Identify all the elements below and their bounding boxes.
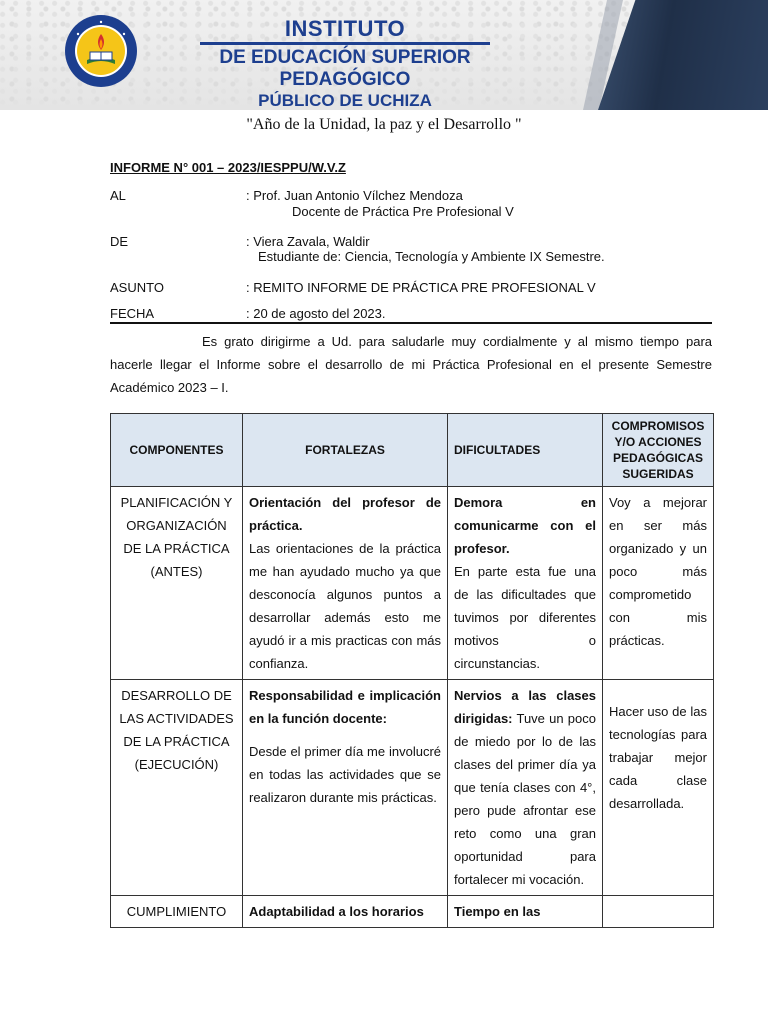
difficulty-title: Nervios a las clases dirigidas: [454,688,596,726]
cell-component: CUMPLIMIENTO [111,896,243,928]
cell-strength [243,680,448,896]
letterhead [0,0,768,110]
memo-to-value: : Prof. Juan Antonio Vílchez Mendoza [246,188,463,203]
title-line-3: PÚBLICO DE UCHIZA [258,91,432,110]
difficulty-text: Tuve un poco de miedo por lo de las clases del primer día ya que tenía clases con 4°, pero pude afrontar ese reto como una gran oportunidad para fortalecer mi vocación. [454,711,596,887]
institute-seal-icon [64,14,138,88]
cell-strength [243,487,448,680]
title-underline [200,42,490,45]
title-line-2: DE EDUCACIÓN SUPERIOR PEDAGÓGICO [219,47,471,90]
header-commitments: COMPROMISOS Y/O ACCIONES PEDAGÓGICAS SUGERIDAS [603,414,714,487]
practice-report-table [110,413,714,928]
strength-text: Desde el primer día me involucré en todas las actividades que se realizaron durante mis prácticas. [249,744,441,805]
table-row [111,680,714,896]
strength-title: Responsabilidad e implicación en la función docente: [249,688,441,726]
header-components: COMPONENTES [111,414,243,487]
table-header-row [111,414,714,487]
cell-commitment: Voy a mejorar en ser más organizado y un poco más comprometido con mis prácticas. [603,487,714,680]
cell-difficulty [448,680,603,896]
memo-to-role-text: Docente de Práctica Pre Profesional V [292,204,514,219]
memo-subject-label: ASUNTO [110,280,164,295]
strength-text: Las orientaciones de la práctica me han ayudado mucho ya que desconocía algunos puntos a desarrollar además esto me ayudó ir a mis practicas con más confianza. [249,541,441,671]
cell-component: DESARROLLO DE LAS ACTIVIDADES DE LA PRÁCTICA (EJECUCIÓN) [111,680,243,896]
cell-component: PLANIFICACIÓN Y ORGANIZACIÓN DE LA PRÁCTICA (ANTES) [111,487,243,680]
header-strengths: FORTALEZAS [243,414,448,487]
header-divider [110,322,712,324]
memo-subject-value: : REMITO INFORME DE PRÁCTICA PRE PROFESIONAL V [246,280,596,295]
report-reference: INFORME N° 001 – 2023/IESPPU/W.V.Z [110,160,346,175]
cell-strength: Adaptabilidad a los horarios [243,896,448,928]
difficulty-title: Demora en comunicarme con el profesor. [454,495,596,556]
table-row [111,487,714,680]
memo-to-label: AL [110,188,126,203]
memo-from-role-text: Estudiante de: Ciencia, Tecnología y Ambiente IX Semestre. [258,249,605,264]
table-row [111,896,714,928]
difficulty-text: En parte esta fue una de las dificultades que tuvimos por diferentes motivos o circunstancias. [454,564,596,671]
cell-difficulty [448,487,603,680]
header-difficulties: DIFICULTADES [448,414,603,487]
cell-commitment [603,896,714,928]
institute-name [160,18,530,110]
strength-title: Orientación del profesor de práctica. [249,495,441,533]
cell-commitment: Hacer uso de las tecnologías para trabajar mejor cada clase desarrollada. [603,680,714,896]
title-line-1: INSTITUTO [284,16,406,41]
intro-paragraph: Es grato dirigirme a Ud. para saludarle muy cordialmente y al mismo tiempo para hacerle llegar el Informe sobre el desarrollo de mi Práctica Profesional en el presente Semestre Académico 2023 – I. [110,334,712,395]
memo-date-label: FECHA [110,306,155,321]
cell-difficulty: Tiempo en las [448,896,603,928]
memo-date-value: : 20 de agosto del 2023. [246,306,386,321]
memo-from-value: : Viera Zavala, Waldir [246,234,370,249]
year-motto: "Año de la Unidad, la paz y el Desarrollo " [246,116,522,133]
header-blue-band [598,0,768,110]
memo-from-label: DE [110,234,129,249]
